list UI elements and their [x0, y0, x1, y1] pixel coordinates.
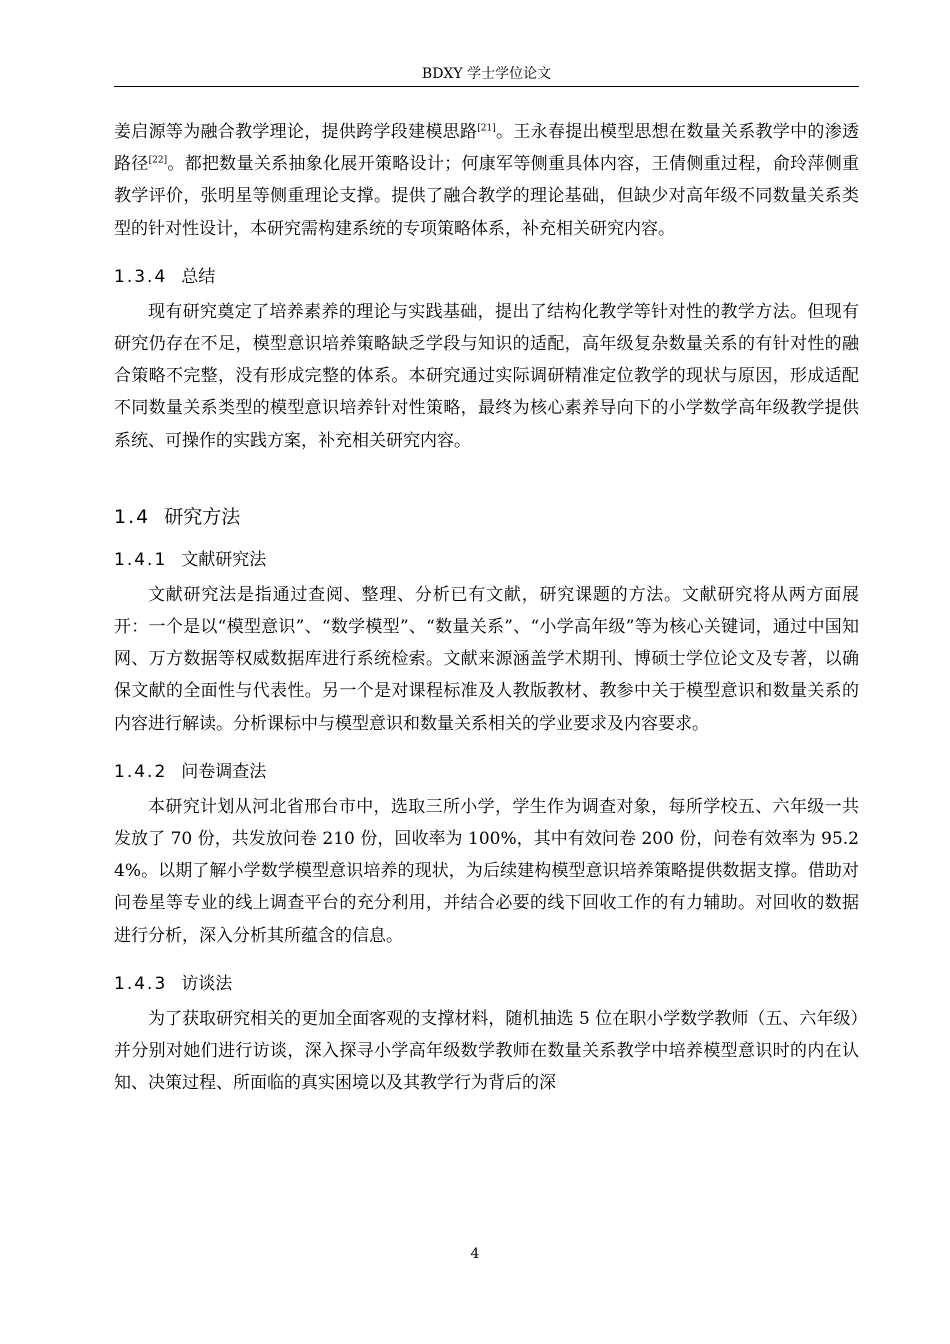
- heading-number: 1.4.2: [114, 761, 168, 782]
- heading-number: 1.4.3: [114, 973, 168, 994]
- heading-title: 文献研究法: [181, 549, 267, 570]
- heading-number: 1.4.1: [114, 549, 168, 570]
- heading-1-4-2: [114, 757, 859, 787]
- heading-title: 研究方法: [164, 505, 241, 528]
- heading-title: 总结: [181, 266, 216, 287]
- heading-title: 访谈法: [181, 973, 233, 994]
- intro-text-part2: 。王永春提出模型思想在数量关系教学中的渗透路径: [114, 122, 860, 175]
- summary-paragraph: 现有研究奠定了培养素养的理论与实践基础，提出了结构化教学等针对性的教学方法。但现有研究仍存在不足，模型意识培养策略缺乏学段与知识的适配，高年级复杂数量关系的有针对性的融合策略不完整，没有形成完整的体系。本研究通过实际调研精准定位教学的现状与原因，形成适配不同数量关系类型的模型意识培养针对性策略，最终为核心素养导向下的小学数学高年级教学提供系统、可操作的实践方案，补充相关研究内容。: [114, 301, 859, 451]
- questionnaire-method-paragraph: 本研究计划从河北省邢台市中，选取三所小学，学生作为调查对象，每所学校五、六年级一共发放了 70 份，共发放问卷 210 份，回收率为 100%，其中有效问卷 200 份，问卷有效率为 95.24%。以期了解小学数学模型意识培养的现状，为后续建构模型意识培养策略提供数据支撑。借助对问卷星等专业的线上调查平台的充分利用，并结合必要的线下回收工作的有力辅助。对回收的数据进行分析，深入分析其所蕴含的信息。: [114, 796, 859, 946]
- heading-1-4-3: [114, 969, 859, 999]
- heading-number: 1.4: [114, 505, 151, 528]
- citation-21: [21]: [477, 123, 496, 134]
- intro-paragraph: [114, 116, 859, 245]
- heading-1-4: [114, 501, 859, 533]
- literature-method-paragraph: 文献研究法是指通过查阅、整理、分析已有文献，研究课题的方法。文献研究将从两方面展开：一个是以“模型意识”、“数学模型”、“数量关系”、“小学高年级”等为核心关键词，通过中国知网、万方数据等权威数据库进行系统检索。文献来源涵盖学术期刊、博硕士学位论文及专著，以确保文献的全面性与代表性。另一个是对课程标准及人教版教材、教参中关于模型意识和数量关系的内容进行解读。分析课标中与模型意识和数量关系相关的学业要求及内容要求。: [114, 584, 859, 734]
- header-rule: [114, 86, 859, 87]
- heading-number: 1.3.4: [114, 266, 168, 287]
- page-body: [114, 116, 859, 1099]
- running-header: BDXY 学士学位论文: [421, 66, 552, 82]
- intro-text-part1: 姜启源等为融合教学理论，提供跨学段建模思路: [114, 122, 478, 142]
- citation-22: [22]: [148, 155, 168, 166]
- interview-method-paragraph: 为了获取研究相关的更加全面客观的支撑材料，随机抽选 5 位在职小学数学教师（五、六年级）并分别对她们进行访谈，深入探寻小学高年级数学教师在数量关系教学中培养模型意识时的内在认知、决策过程、所面临的真实困境以及其教学行为背后的深: [114, 1008, 859, 1094]
- intro-text-part3: 。都把数量关系抽象化展开策略设计；何康军等侧重具体内容，王倩侧重过程，俞玲萍侧重教学评价，张明星等侧重理论支撑。提供了融合教学的理论基础，但缺少对高年级不同数量关系类型的针对性设计，本研究需构建系统的专项策略体系，补充相关研究内容。: [114, 154, 860, 239]
- page-number: 4: [470, 1246, 480, 1262]
- heading-title: 问卷调查法: [181, 761, 267, 782]
- heading-1-3-4: [114, 262, 859, 292]
- heading-1-4-1: [114, 545, 859, 575]
